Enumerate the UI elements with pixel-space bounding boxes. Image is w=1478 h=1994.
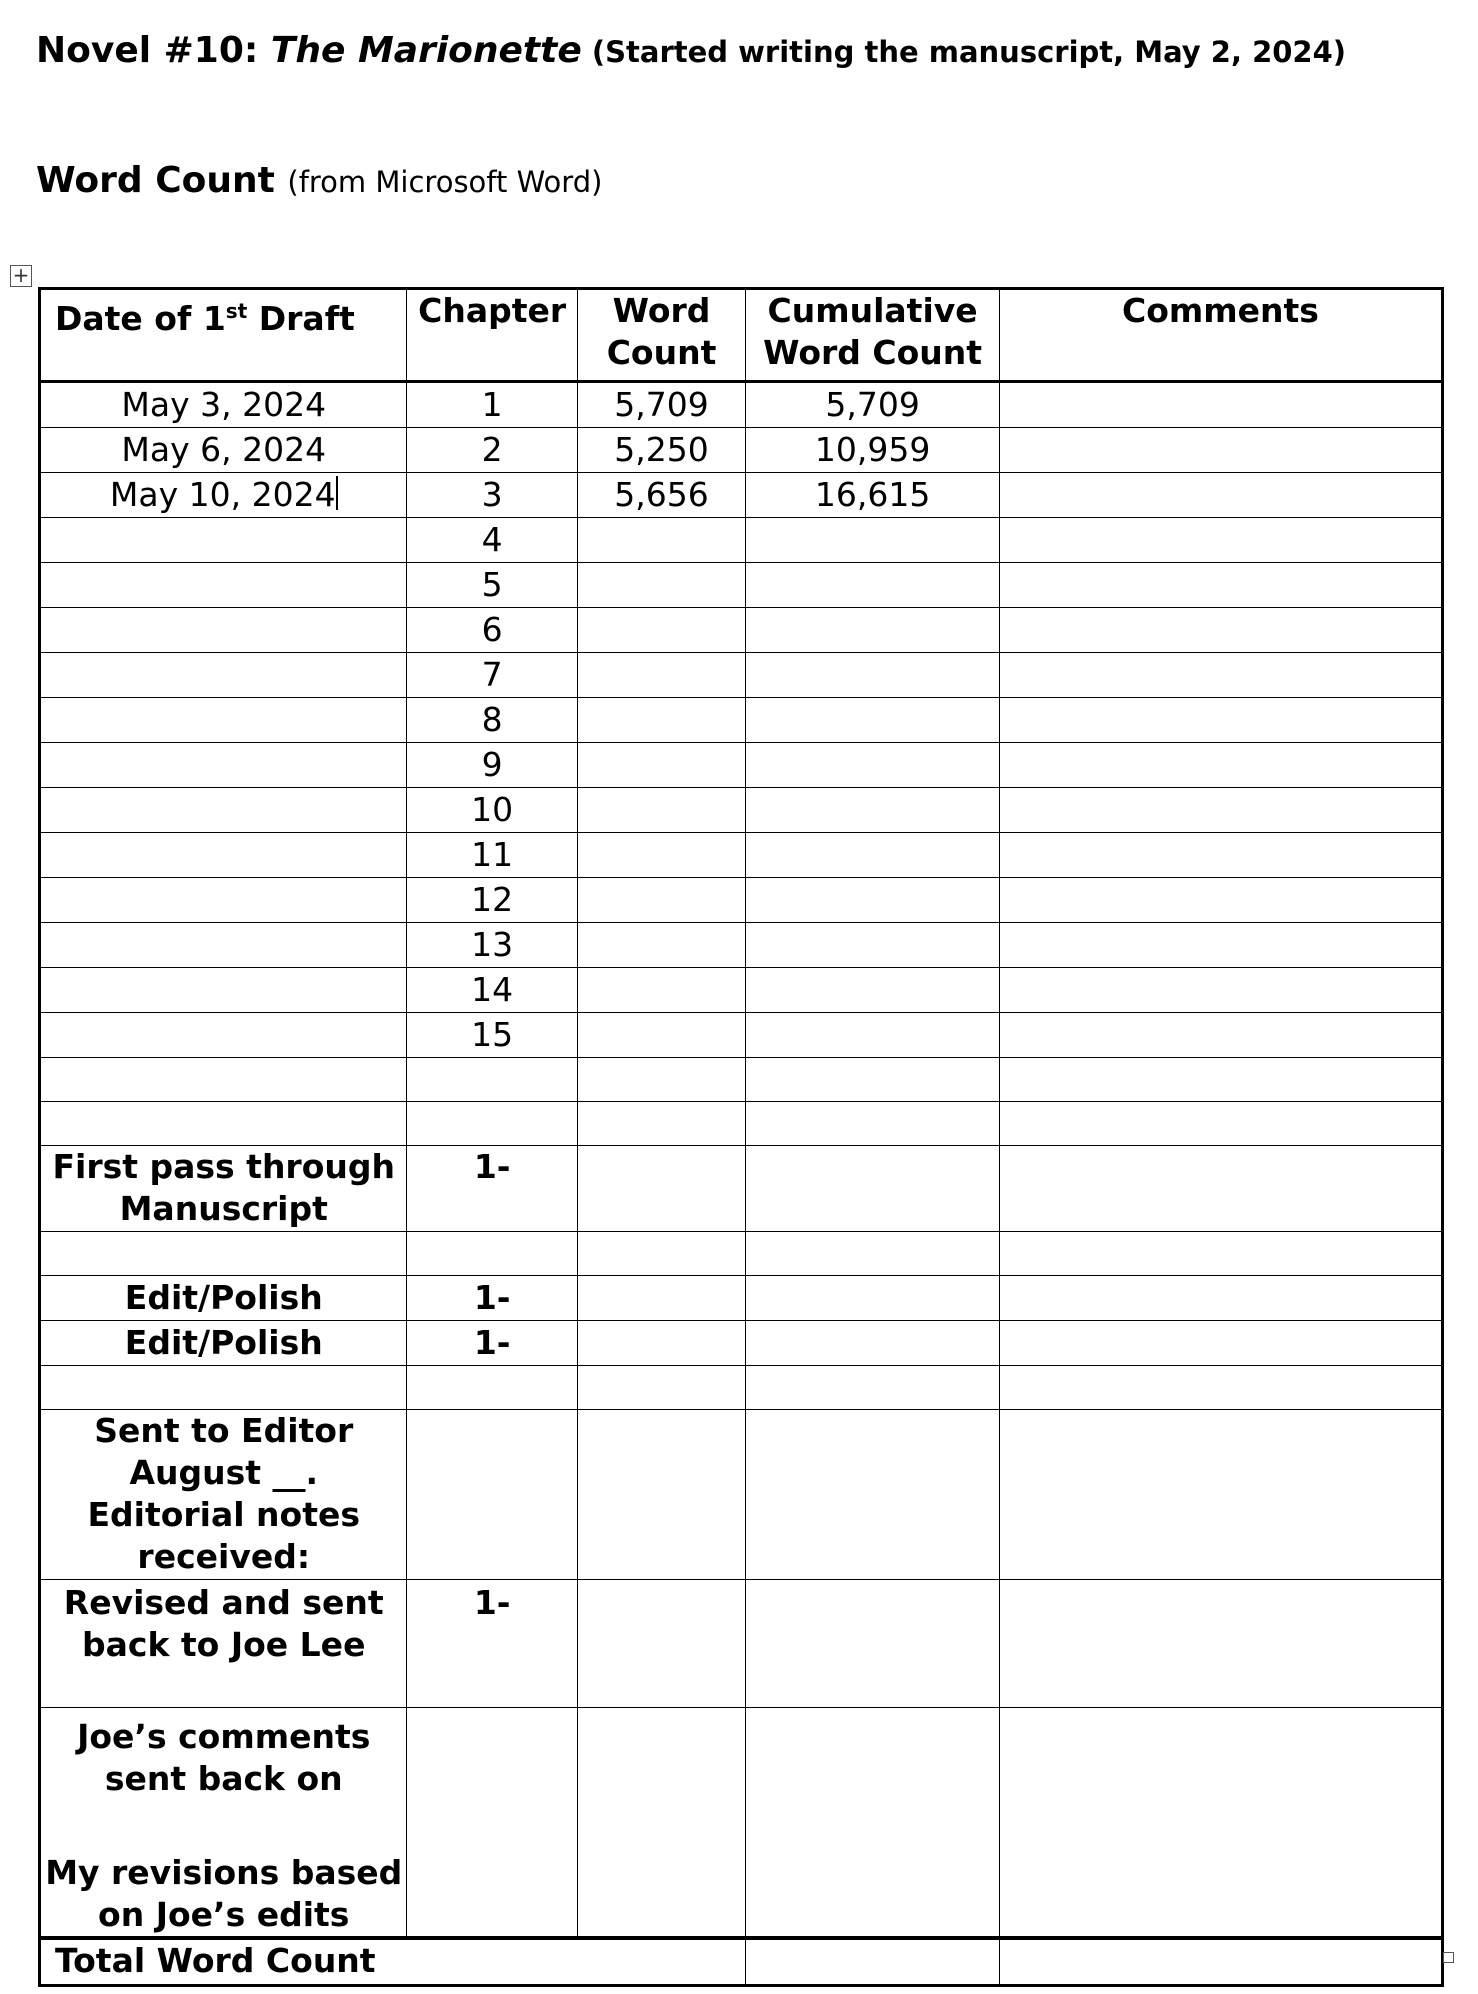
chapter-cell[interactable] <box>407 1410 577 1580</box>
date-cell[interactable] <box>40 788 407 833</box>
cumulative-cell[interactable] <box>746 698 1000 743</box>
text-cursor <box>336 476 338 510</box>
date-cell[interactable] <box>40 923 407 968</box>
comments-cell[interactable] <box>999 1232 1442 1276</box>
date-cell[interactable]: May 6, 2024 <box>40 428 407 473</box>
first-pass-label[interactable]: First pass through Manuscript <box>40 1146 407 1232</box>
comments-cell[interactable] <box>999 1580 1442 1708</box>
table-row <box>40 923 1443 968</box>
date-cell[interactable] <box>40 833 407 878</box>
table-row <box>40 833 1443 878</box>
word-count-cell[interactable] <box>577 1580 745 1708</box>
total-comments-cell[interactable] <box>999 1938 1442 1986</box>
comments-cell[interactable] <box>999 518 1442 563</box>
chapter-cell[interactable] <box>407 1102 577 1146</box>
cumulative-cell[interactable] <box>746 1580 1000 1708</box>
table-row <box>40 788 1443 833</box>
word-count-cell[interactable] <box>577 878 745 923</box>
cumulative-cell[interactable] <box>746 518 1000 563</box>
comments-cell[interactable] <box>999 1321 1442 1366</box>
table-row <box>40 1013 1443 1058</box>
word-count-cell[interactable] <box>577 1708 745 1939</box>
chapter-cell[interactable]: 8 <box>407 698 577 743</box>
edit-polish-label[interactable]: Edit/Polish <box>40 1321 407 1366</box>
word-count-cell[interactable] <box>577 1146 745 1232</box>
word-count-cell[interactable] <box>577 743 745 788</box>
date-cell[interactable] <box>40 878 407 923</box>
date-cell[interactable] <box>40 743 407 788</box>
word-count-cell[interactable] <box>577 698 745 743</box>
total-row <box>40 1938 1443 1986</box>
cumulative-cell[interactable]: 5,709 <box>746 382 1000 428</box>
word-count-cell[interactable] <box>577 1102 745 1146</box>
table-header-row <box>40 289 1443 382</box>
chapter-cell[interactable]: 4 <box>407 518 577 563</box>
comments-cell[interactable] <box>999 653 1442 698</box>
chapter-cell[interactable] <box>407 1058 577 1102</box>
cumulative-cell[interactable] <box>746 1321 1000 1366</box>
word-count-cell[interactable] <box>577 1276 745 1321</box>
word-count-cell[interactable]: 5,709 <box>577 382 745 428</box>
chapter-cell[interactable]: 9 <box>407 743 577 788</box>
first-pass-row <box>40 1146 1443 1232</box>
blank-row <box>40 1232 1443 1276</box>
header-comments: Comments <box>999 289 1442 382</box>
chapter-cell[interactable]: 6 <box>407 608 577 653</box>
edit-polish-row <box>40 1276 1443 1321</box>
cumulative-cell[interactable] <box>746 1232 1000 1276</box>
revised-label[interactable]: Revised and sent back to Joe Lee <box>40 1580 407 1708</box>
chapter-cell[interactable]: 5 <box>407 563 577 608</box>
blank-row <box>40 1102 1443 1146</box>
date-cell[interactable] <box>40 518 407 563</box>
cumulative-cell[interactable] <box>746 788 1000 833</box>
comments-cell[interactable] <box>999 1366 1442 1410</box>
table-row <box>40 608 1443 653</box>
table-row <box>40 518 1443 563</box>
novel-name: The Marionette <box>270 30 582 71</box>
cumulative-cell[interactable] <box>746 1102 1000 1146</box>
table-row <box>40 563 1443 608</box>
comments-cell[interactable] <box>999 743 1442 788</box>
comments-cell[interactable] <box>999 1058 1442 1102</box>
table-move-handle-icon[interactable]: + <box>10 265 32 287</box>
cumulative-cell[interactable] <box>746 923 1000 968</box>
cumulative-cell[interactable]: 16,615 <box>746 473 1000 518</box>
comments-cell[interactable] <box>999 1410 1442 1580</box>
cumulative-cell[interactable] <box>746 833 1000 878</box>
cumulative-cell[interactable] <box>746 743 1000 788</box>
section-heading <box>36 160 602 201</box>
section-heading-note: (from Microsoft Word) <box>287 165 603 199</box>
joe-comments-row <box>40 1708 1443 1939</box>
chapter-cell[interactable]: 3 <box>407 473 577 518</box>
word-count-cell[interactable] <box>577 563 745 608</box>
comments-cell[interactable] <box>999 428 1442 473</box>
blank-row <box>40 1058 1443 1102</box>
joe-comments-label[interactable]: Joe’s comments sent back on My revisions based on Joe’s edits <box>40 1708 407 1939</box>
cumulative-cell[interactable] <box>746 1366 1000 1410</box>
edit-polish-label[interactable]: Edit/Polish <box>40 1276 407 1321</box>
comments-cell[interactable] <box>999 1102 1442 1146</box>
date-cell[interactable] <box>40 653 407 698</box>
revised-row <box>40 1580 1443 1708</box>
date-cell[interactable] <box>40 1013 407 1058</box>
word-count-cell[interactable]: 5,656 <box>577 473 745 518</box>
cumulative-cell[interactable] <box>746 1708 1000 1939</box>
chapter-cell[interactable]: 12 <box>407 878 577 923</box>
cumulative-cell[interactable] <box>746 1146 1000 1232</box>
header-cumulative: Cumulative Word Count <box>746 289 1000 382</box>
date-cell[interactable]: May 3, 2024 <box>40 382 407 428</box>
sent-to-editor-row <box>40 1410 1443 1580</box>
date-cell[interactable] <box>40 1366 407 1410</box>
word-count-cell[interactable] <box>577 1410 745 1580</box>
chapter-cell[interactable]: 10 <box>407 788 577 833</box>
chapter-cell[interactable] <box>407 1366 577 1410</box>
date-cell[interactable] <box>40 968 407 1013</box>
comments-cell[interactable] <box>999 698 1442 743</box>
date-cell[interactable] <box>40 608 407 653</box>
word-count-cell[interactable] <box>577 788 745 833</box>
date-cell[interactable] <box>40 1102 407 1146</box>
word-count-cell[interactable] <box>577 1232 745 1276</box>
word-count-cell[interactable] <box>577 1058 745 1102</box>
comments-cell[interactable] <box>999 923 1442 968</box>
cumulative-cell[interactable]: 10,959 <box>746 428 1000 473</box>
cumulative-cell[interactable] <box>746 608 1000 653</box>
word-count-table <box>38 287 1444 1987</box>
title-note: (Started writing the manuscript, May 2, 2024) <box>581 35 1347 69</box>
word-count-cell[interactable] <box>577 518 745 563</box>
table-row <box>40 878 1443 923</box>
comments-cell[interactable] <box>999 382 1442 428</box>
edit-polish-row <box>40 1321 1443 1366</box>
chapter-cell[interactable]: 11 <box>407 833 577 878</box>
date-cell[interactable] <box>40 698 407 743</box>
comments-cell[interactable] <box>999 608 1442 653</box>
cumulative-cell[interactable] <box>746 563 1000 608</box>
cumulative-cell[interactable] <box>746 1013 1000 1058</box>
chapter-cell[interactable]: 2 <box>407 428 577 473</box>
table-row <box>40 473 1443 518</box>
header-chapter: Chapter <box>407 289 577 382</box>
comments-cell[interactable] <box>999 833 1442 878</box>
table-resize-handle-icon[interactable] <box>1443 1952 1454 1963</box>
table-row <box>40 698 1443 743</box>
chapter-cell[interactable]: 15 <box>407 1013 577 1058</box>
comments-cell[interactable] <box>999 878 1442 923</box>
total-cumulative-cell[interactable] <box>746 1938 1000 1986</box>
table-row <box>40 382 1443 428</box>
chapter-cell[interactable] <box>407 1708 577 1939</box>
word-count-cell[interactable] <box>577 833 745 878</box>
word-count-cell[interactable] <box>577 608 745 653</box>
comments-cell[interactable] <box>999 1013 1442 1058</box>
cumulative-cell[interactable] <box>746 968 1000 1013</box>
cumulative-cell[interactable] <box>746 653 1000 698</box>
cumulative-cell[interactable] <box>746 1058 1000 1102</box>
sent-to-editor-label[interactable]: Sent to Editor August __. Editorial notes received: <box>40 1410 407 1580</box>
comments-cell[interactable] <box>999 788 1442 833</box>
chapter-cell[interactable]: 1- <box>407 1321 577 1366</box>
word-count-cell[interactable] <box>577 1321 745 1366</box>
word-count-cell[interactable] <box>577 1366 745 1410</box>
cumulative-cell[interactable] <box>746 878 1000 923</box>
word-count-cell[interactable]: 5,250 <box>577 428 745 473</box>
chapter-cell[interactable]: 1 <box>407 382 577 428</box>
word-count-cell[interactable] <box>577 1013 745 1058</box>
date-cell[interactable] <box>40 563 407 608</box>
date-cell[interactable] <box>40 1058 407 1102</box>
title-prefix: Novel #10: <box>36 30 271 71</box>
cumulative-cell[interactable] <box>746 1410 1000 1580</box>
date-cell[interactable] <box>40 1232 407 1276</box>
comments-cell[interactable] <box>999 473 1442 518</box>
comments-cell[interactable] <box>999 1708 1442 1939</box>
comments-cell[interactable] <box>999 968 1442 1013</box>
table-row <box>40 743 1443 788</box>
date-cell[interactable]: May 10, 2024 <box>40 473 407 518</box>
chapter-cell[interactable]: 14 <box>407 968 577 1013</box>
chapter-cell[interactable]: 1- <box>407 1580 577 1708</box>
header-word-count: Word Count <box>577 289 745 382</box>
page-title <box>36 30 1346 71</box>
table-row <box>40 653 1443 698</box>
chapter-cell[interactable]: 1- <box>407 1146 577 1232</box>
word-count-cell[interactable] <box>577 968 745 1013</box>
cumulative-cell[interactable] <box>746 1276 1000 1321</box>
chapter-cell[interactable]: 7 <box>407 653 577 698</box>
blank-row <box>40 1366 1443 1410</box>
table-row <box>40 428 1443 473</box>
section-heading-main: Word Count <box>36 160 288 201</box>
comments-cell[interactable] <box>999 1146 1442 1232</box>
chapter-cell[interactable]: 13 <box>407 923 577 968</box>
total-word-count-label[interactable]: Total Word Count <box>40 1938 746 1986</box>
draft-rows <box>40 382 1443 1986</box>
header-date: Date of 1st Draft <box>40 289 407 382</box>
chapter-cell[interactable] <box>407 1232 577 1276</box>
comments-cell[interactable] <box>999 563 1442 608</box>
word-count-cell[interactable] <box>577 653 745 698</box>
table-row <box>40 968 1443 1013</box>
comments-cell[interactable] <box>999 1276 1442 1321</box>
word-count-cell[interactable] <box>577 923 745 968</box>
chapter-cell[interactable]: 1- <box>407 1276 577 1321</box>
